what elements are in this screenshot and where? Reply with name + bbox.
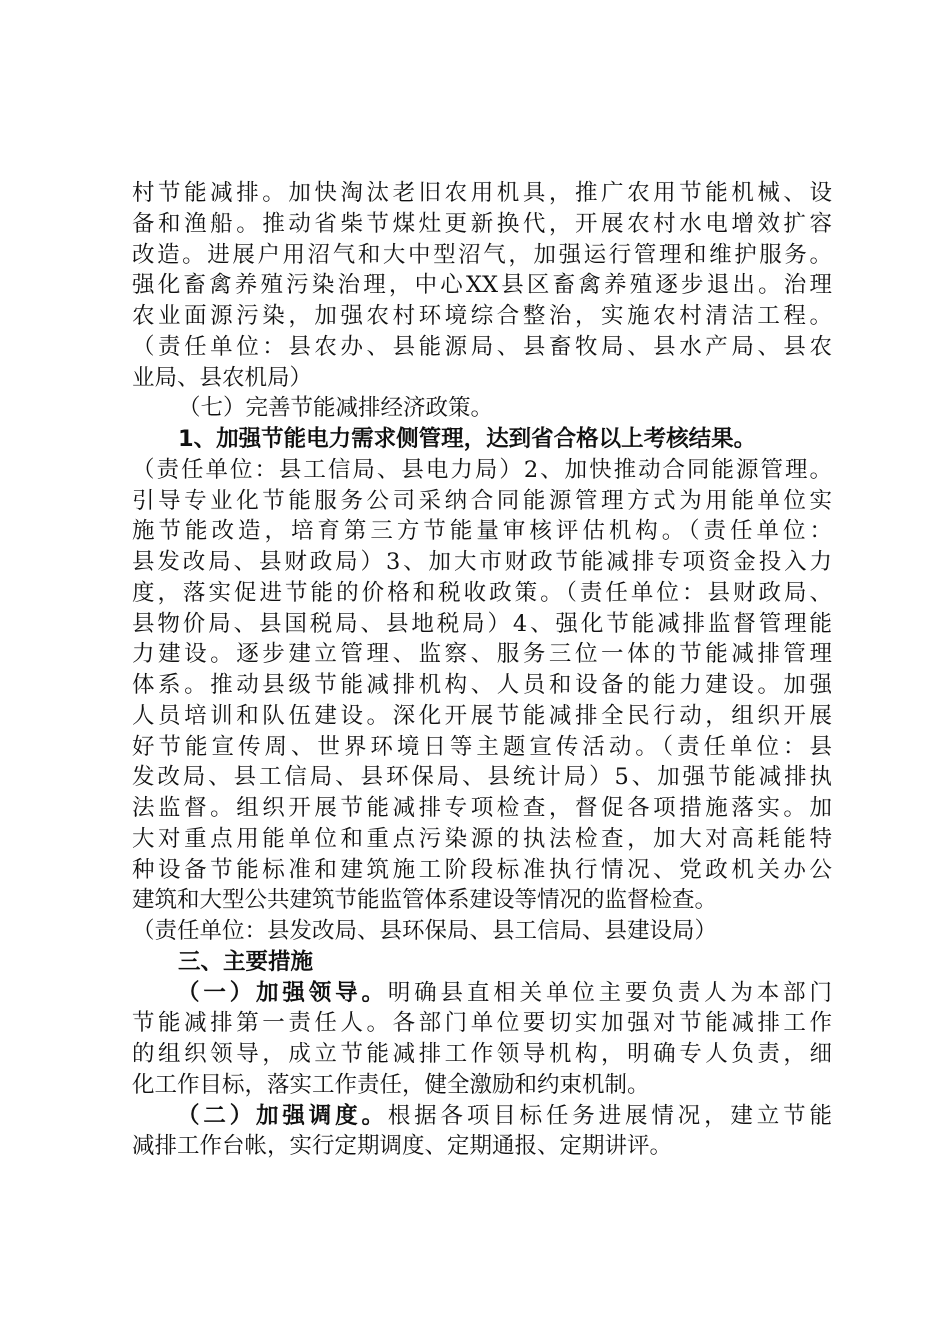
text-line: 建筑和大型公共建筑节能监管体系建设等情况的监督检查。 xyxy=(132,887,718,914)
text-line: 的组织领导，成立节能减排工作领导机构，明确专人负责，细 xyxy=(132,1041,832,1067)
text-line: 节能减排第一责任人。各部门单位要切实加强对节能减排工作 xyxy=(132,1010,832,1037)
text-line: 法监督。组织开展节能减排专项检查，督促各项措施落实。加 xyxy=(132,795,832,821)
text-line: 农业面源污染，加强农村环境综合整治，实施农村清洁工程。 xyxy=(132,303,832,329)
text-line: 力建设。逐步建立管理、监察、服务三位一体的节能减排管理 xyxy=(132,641,832,668)
text-line: 备和渔船。推动省柴节煤灶更新换代，开展农村水电增效扩容 xyxy=(132,210,832,237)
text-line: 发改局、县工信局、县环保局、县统计局）5、加强节能减排执 xyxy=(132,764,832,791)
text-line: 县物价局、县国税局、县地税局）4、强化节能减排监督管理能 xyxy=(132,610,832,637)
text-line: 度，落实促进节能的价格和税收政策。（责任单位：县财政局、 xyxy=(132,579,832,606)
text-line: 引导专业化节能服务公司采纳合同能源管理方式为用能单位实 xyxy=(132,487,832,514)
text-line: 化工作目标，落实工作责任，健全激励和约束机制。 xyxy=(132,1071,650,1098)
measure-1-text: 明确县直相关单位主要负责人为本部门 xyxy=(387,979,832,1006)
measure-2-text: 根据各项目标任务进展情况，建立节能 xyxy=(387,1102,832,1129)
text-line: 施节能改造，培育第三方节能量审核评估机构。（责任单位： xyxy=(132,518,832,545)
text-line: 种设备节能标准和建筑施工阶段标准执行情况、党政机关办公 xyxy=(132,856,832,883)
item-1-heading: 1、加强节能电力需求侧管理，达到省合格以上考核结果。 xyxy=(178,426,757,452)
text-line: （责任单位：县农办、县能源局、县畜牧局、县水产局、县农 xyxy=(132,333,832,360)
text-line: 强化畜禽养殖污染治理，中心XX县区畜禽养殖逐步退出。治理 xyxy=(132,272,832,299)
measure-2-title: （二）加强调度。 xyxy=(177,1102,388,1129)
text-line: 好节能宣传周、世界环境日等主题宣传活动。（责任单位：县 xyxy=(132,733,832,760)
text-line: （责任单位：县工信局、县电力局）2、加快推动合同能源管理。 xyxy=(132,456,832,483)
measure-1-title: （一）加强领导。 xyxy=(177,979,388,1006)
text-line: 村节能减排。加快淘汰老旧农用机具，推广农用节能机械、设 xyxy=(132,180,832,206)
text-line: 人员培训和队伍建设。深化开展节能减排全民行动，组织开展 xyxy=(132,702,832,729)
section-3-heading: 三、主要措施 xyxy=(178,948,314,975)
text-line: 体系。推动县级节能减排机构、人员和设备的能力建设。加强 xyxy=(132,672,832,698)
measure-1-first-line xyxy=(132,978,832,1009)
text-line: 减排工作台帐，实行定期调度、定期通报、定期讲评。 xyxy=(132,1133,673,1160)
text-line: 县发改局、县财政局）3、加大市财政节能减排专项资金投入力 xyxy=(132,549,832,575)
text-line: 大对重点用能单位和重点污染源的执法检查，加大对高耗能特 xyxy=(132,825,832,852)
text-line: （责任单位：县发改局、县环保局、县工信局、县建设局） xyxy=(132,918,718,944)
measure-2-first-line xyxy=(132,1101,832,1132)
body-text xyxy=(132,178,832,1162)
section-heading-7: （七）完善节能减排经济政策。 xyxy=(178,395,494,422)
text-line: 业局、县农机局） xyxy=(132,364,313,391)
text-line: 改造。进展户用沼气和大中型沼气，加强运行管理和维护服务。 xyxy=(132,241,832,268)
